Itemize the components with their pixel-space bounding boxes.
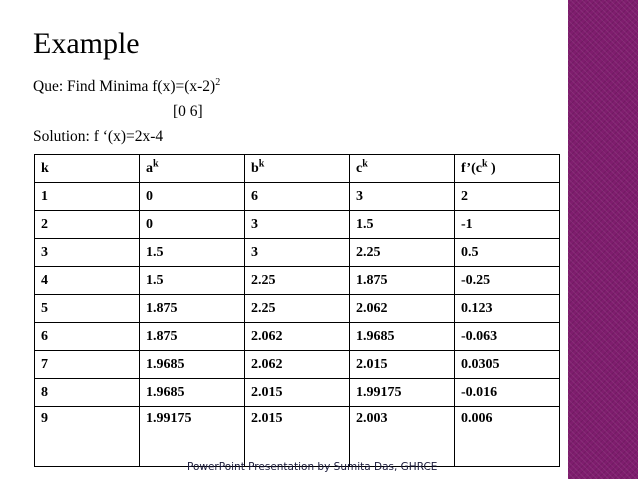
table-cell: 0.123	[455, 295, 560, 323]
table-cell: 2.25	[245, 267, 350, 295]
table-cell: 2	[455, 183, 560, 211]
table-cell: 2.25	[245, 295, 350, 323]
table-header-row	[35, 155, 560, 183]
table-cell: 9	[35, 407, 140, 467]
table-cell: 2.062	[350, 295, 455, 323]
table-row	[35, 295, 560, 323]
table-cell: 0.5	[455, 239, 560, 267]
header-ck: $c^k$	[350, 155, 455, 183]
table-cell: 1.875	[140, 323, 245, 351]
table-cell: 1.99175	[140, 407, 245, 467]
table-row	[35, 211, 560, 239]
table-cell: -0.016	[455, 379, 560, 407]
table-cell: 6	[245, 183, 350, 211]
table-cell: 3	[350, 183, 455, 211]
decorative-sidebar	[568, 0, 638, 479]
table-row	[35, 267, 560, 295]
header-ak: $a^k$	[140, 155, 245, 183]
table-row	[35, 379, 560, 407]
table-cell: 2.015	[245, 379, 350, 407]
table-cell: 2.25	[350, 239, 455, 267]
table-cell: 2.015	[245, 407, 350, 467]
table-cell: 2.003	[350, 407, 455, 467]
footer-credit: PowerPoint Presentation by Sumita Das, GHRCE	[187, 461, 438, 473]
question-line	[33, 77, 220, 97]
table-cell: 0.006	[455, 407, 560, 467]
table-cell: 0	[140, 183, 245, 211]
table-cell: 0.0305	[455, 351, 560, 379]
slide-title: Example	[33, 27, 140, 60]
table-cell: 1.9685	[350, 323, 455, 351]
table-row	[35, 407, 560, 467]
table-cell: 2.062	[245, 323, 350, 351]
header-fck: $f’(c^k$ )	[455, 155, 560, 183]
table-row	[35, 323, 560, 351]
table-cell: 4	[35, 267, 140, 295]
table-cell: 2	[35, 211, 140, 239]
table-cell: 5	[35, 295, 140, 323]
table-cell: 3	[245, 211, 350, 239]
header-k: k	[35, 155, 140, 183]
bisection-table	[34, 154, 560, 467]
table-cell: 2.062	[245, 351, 350, 379]
table-cell: 1.99175	[350, 379, 455, 407]
table-cell: 1.9685	[140, 379, 245, 407]
solution-line: Solution: f ‘(x)=2x-4	[33, 128, 164, 145]
table-cell: 2.015	[350, 351, 455, 379]
table-cell: 8	[35, 379, 140, 407]
table-cell: 1.5	[350, 211, 455, 239]
question-text: Que: Find Minima f(x)=(x-2)	[33, 78, 216, 95]
table-cell: 0	[140, 211, 245, 239]
table-cell: 1.9685	[140, 351, 245, 379]
table-cell: 1.5	[140, 239, 245, 267]
table-cell: 1.5	[140, 267, 245, 295]
question-exponent: 2	[215, 76, 221, 88]
table-cell: -0.25	[455, 267, 560, 295]
table-row	[35, 351, 560, 379]
table-cell: 1.875	[140, 295, 245, 323]
header-bk: $b^k$	[245, 155, 350, 183]
table-cell: -1	[455, 211, 560, 239]
table-cell: 3	[245, 239, 350, 267]
table-cell: -0.063	[455, 323, 560, 351]
table-cell: 3	[35, 239, 140, 267]
table-row	[35, 239, 560, 267]
table-cell: 6	[35, 323, 140, 351]
table-cell: 1	[35, 183, 140, 211]
table-cell: 1.875	[350, 267, 455, 295]
interval-line: [0 6]	[173, 103, 203, 120]
table-row	[35, 183, 560, 211]
table-cell: 7	[35, 351, 140, 379]
